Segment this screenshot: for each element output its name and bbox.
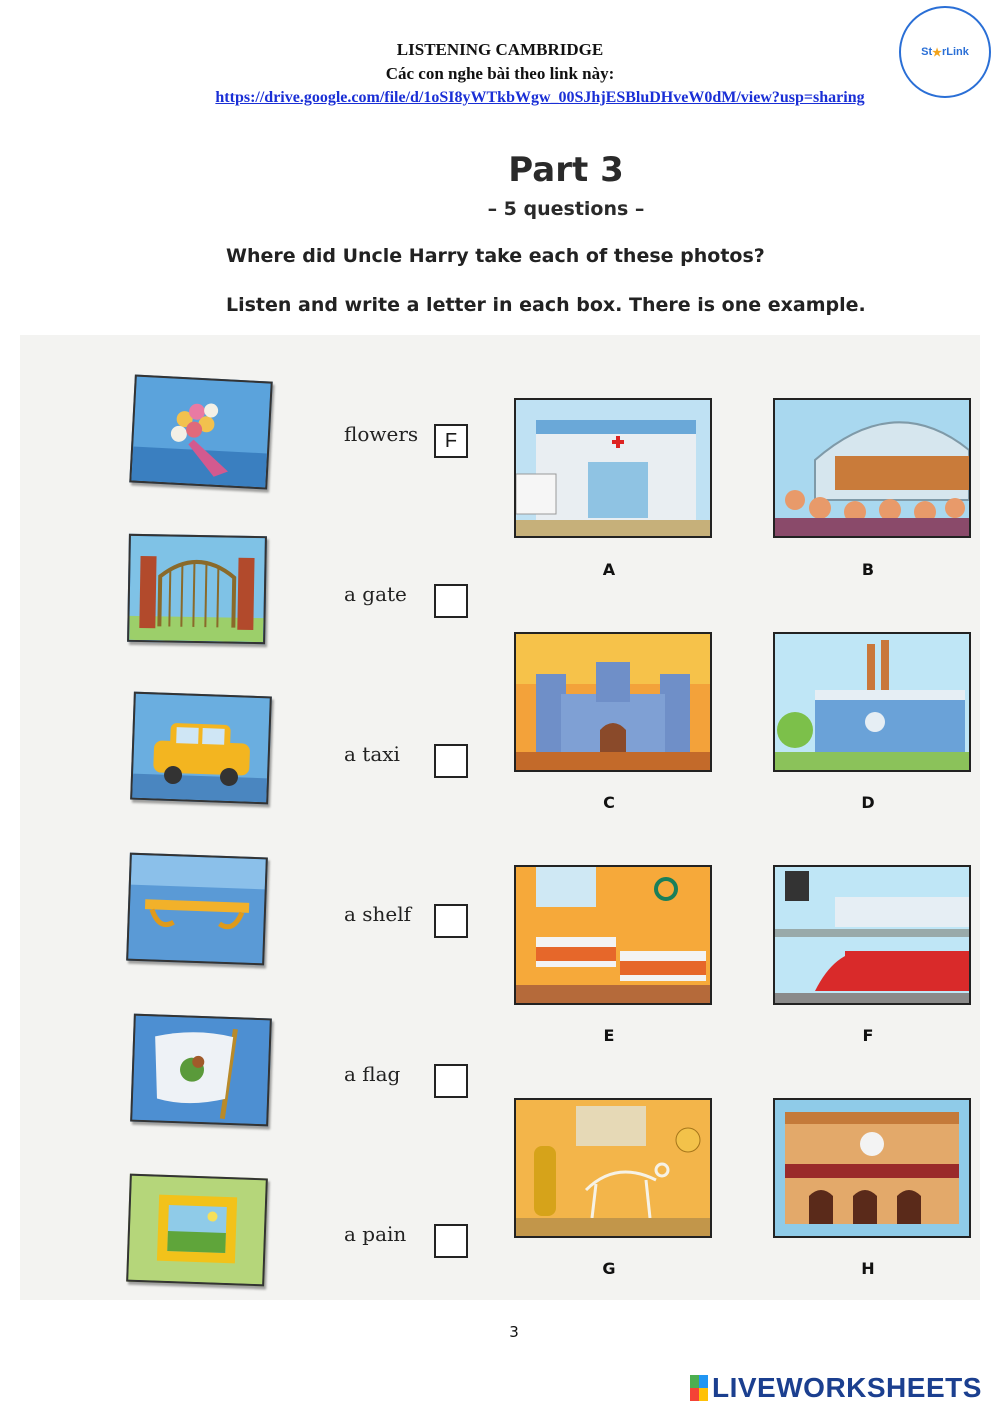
item-label-shelf: a shelf xyxy=(344,902,412,926)
museum-scene-icon xyxy=(514,1098,712,1238)
starlink-logo: St ★ rLink xyxy=(899,6,991,98)
flag-photo-icon xyxy=(130,1014,272,1127)
castle-scene-icon xyxy=(514,632,712,772)
audio-link[interactable]: https://drive.google.com/file/d/1oSI8yWTkbWgw_00SJhjESBluDHveW0dM/view?usp=sharing xyxy=(215,89,865,106)
answer-box-taxi[interactable] xyxy=(434,744,468,778)
answer-box-flowers[interactable]: F xyxy=(434,424,468,458)
scene-letter-G: G xyxy=(602,1259,616,1278)
item-label-painting: a pain xyxy=(344,1222,407,1246)
answer-box-shelf[interactable] xyxy=(434,904,468,938)
page-number: 3 xyxy=(509,1323,519,1341)
part-title: Part 3 xyxy=(508,150,624,190)
answer-box-flag[interactable] xyxy=(434,1064,468,1098)
hospital-scene-icon xyxy=(514,398,712,538)
instruction-task: Listen and write a letter in each box. There is one example. xyxy=(226,294,866,316)
item-label-flowers: flowers xyxy=(344,422,419,446)
theatre-scene-icon xyxy=(773,1098,971,1238)
item-label-flag: a flag xyxy=(344,1062,401,1086)
part-subtitle: – 5 questions – xyxy=(487,198,645,220)
shelf-photo-icon xyxy=(126,853,268,966)
hotel-room-scene-icon xyxy=(514,865,712,1005)
train-station-scene-icon xyxy=(773,865,971,1005)
scene-letter-F: F xyxy=(862,1026,874,1045)
instruction-question: Where did Uncle Harry take each of these photos? xyxy=(226,245,765,267)
item-label-gate: a gate xyxy=(344,582,407,606)
header-subtitle: Các con nghe bài theo link này: xyxy=(385,64,615,83)
scene-letter-H: H xyxy=(861,1259,875,1278)
answer-box-gate[interactable] xyxy=(434,584,468,618)
scene-letter-A: A xyxy=(602,560,616,579)
gate-photo-icon xyxy=(127,534,267,644)
answer-box-painting[interactable] xyxy=(434,1224,468,1258)
scene-letter-E: E xyxy=(603,1026,615,1045)
painting-photo-icon xyxy=(126,1174,268,1287)
liveworksheets-logo-icon xyxy=(690,1375,708,1401)
item-label-taxi: a taxi xyxy=(344,742,400,766)
liveworksheets-brand xyxy=(690,1372,982,1404)
scene-letter-D: D xyxy=(861,793,875,812)
brand-text: LIVEWORKSHEETS xyxy=(712,1372,982,1403)
factory-scene-icon xyxy=(773,632,971,772)
stadium-scene-icon xyxy=(773,398,971,538)
scene-letter-B: B xyxy=(861,560,875,579)
scene-letter-C: C xyxy=(603,793,615,812)
header-title: LISTENING CAMBRIDGE xyxy=(396,40,604,59)
taxi-photo-icon xyxy=(130,692,272,805)
flowers-photo-icon xyxy=(129,374,272,489)
